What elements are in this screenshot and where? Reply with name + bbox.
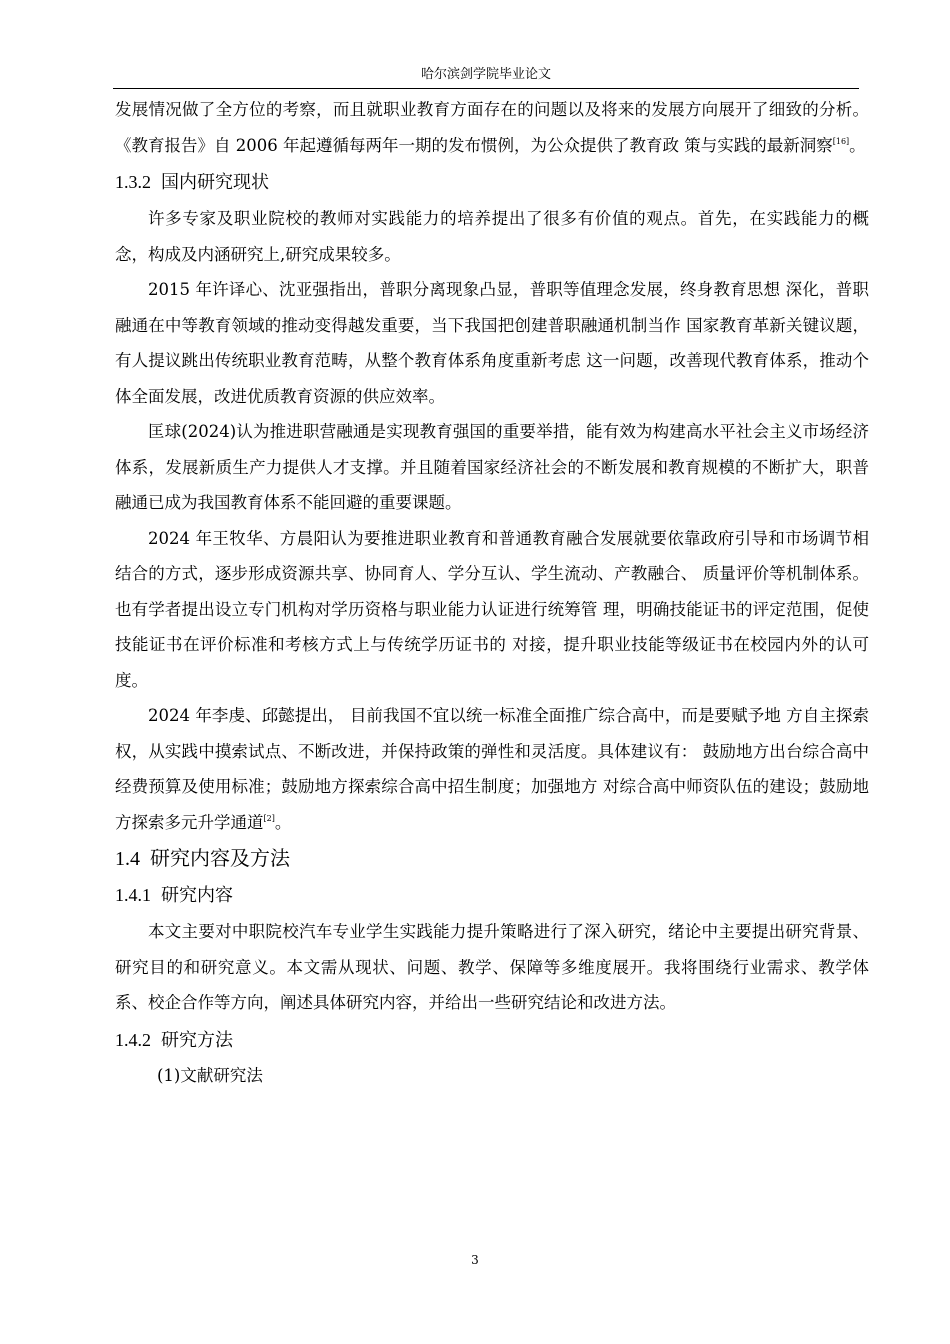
paragraph: 许多专家及职业院校的教师对实践能力的培养提出了很多有价值的观点。首先，在实践能力的概念，构成及内涵研究上,研究成果较多。 [115,209,869,264]
citation-ref: [2] [263,813,275,823]
section-number: 1.4.1 [115,885,151,905]
running-header: 哈尔滨剑学院毕业论文 [420,67,551,82]
list-item: (1)文献研究法 [157,1065,263,1085]
paragraph-end: 。 [849,135,866,155]
citation-ref: [16] [832,136,850,146]
section-heading-1-3-2 [115,163,869,201]
paragraph-text: 发展情况做了全方位的考察，而且就职业教育方面存在的问题以及将来的发展方向展开了细致的分析。《教育报告》自 2006 年起遵循每两年一期的发布惯例，为公众提供了教育政 策与实践的最新洞察 [115,100,869,155]
document-body [115,92,869,1093]
section-heading-1-4-2 [115,1021,869,1059]
section-number: 1.3.2 [115,172,151,192]
section-title: 研究内容及方法 [150,846,290,870]
section-title: 国内研究现状 [161,172,269,193]
paragraph-end: 。 [274,812,292,832]
section-heading-1-4-1 [115,876,869,914]
paragraph-text: 2024 年李虔、邱懿提出， 目前我国不宜以统一标准全面推广综合高中，而是要赋予地 方自主探索权，从实践中摸索试点、不断改进，并保持政策的弹性和灵活度。具体建议有： 鼓励地方出台综合高中经费预算及使用标准；鼓励地方探索综合高中招生制度；加强地方 对综合高中师资队伍的建设；鼓励地方探索多元升学通道 [115,706,869,832]
paragraph: 2015 年许译心、沈亚强指出，普职分离现象凸显，普职等值理念发展，终身教育思想 深化，普职融通在中等教育领域的推动变得越发重要，当下我国把创建普职融通机制当作 国家教育革新关键议题，有人提议跳出传统职业教育范畴，从整个教育体系角度重新考虑 这一问题，改善现代教育体系，推动个体全面发展，改进优质教育资源的供应效率。 [115,280,869,406]
paragraph-continuation [115,92,869,163]
section-heading-1-4 [115,840,869,876]
section-title: 研究内容 [161,885,233,906]
page-number: 3 [471,1253,479,1267]
section-number: 1.4.2 [115,1029,151,1050]
section-number: 1.4 [115,848,140,870]
section-title: 研究方法 [161,1029,233,1051]
paragraph: 匡球(2024)认为推进职营融通是实现教育强国的重要举措，能有效为构建高水平社会主义市场经济体系，发展新质生产力提供人才支撑。并且随着国家经济社会的不断发展和教育规模的不断扩大，职普融通已成为我国教育体系不能回避的重要课题。 [115,422,869,512]
header-divider [113,88,859,89]
paragraph: 本文主要对中职院校汽车专业学生实践能力提升策略进行了深入研究，绪论中主要提出研究背景、研究目的和研究意义。本文需从现状、问题、教学、保障等多维度展开。我将围绕行业需求、教学体系、校企合作等方向，阐述具体研究内容，并给出一些研究结论和改进方法。 [115,922,869,1012]
paragraph [115,698,869,840]
paragraph: 2024 年王牧华、方晨阳认为要推进职业教育和普通教育融合发展就要依靠政府引导和市场调节相结合的方式，逐步形成资源共享、协同育人、学分互认、学生流动、产教融合、 质量评价等机制体系。也有学者提出设立专门机构对学历资格与职业能力认证进行统筹管 理，明确技能证书的评定范围，促使技能证书在评价标准和考核方式上与传统学历证书的 对接，提升职业技能等级证书在校园内外的认可度。 [115,528,869,690]
